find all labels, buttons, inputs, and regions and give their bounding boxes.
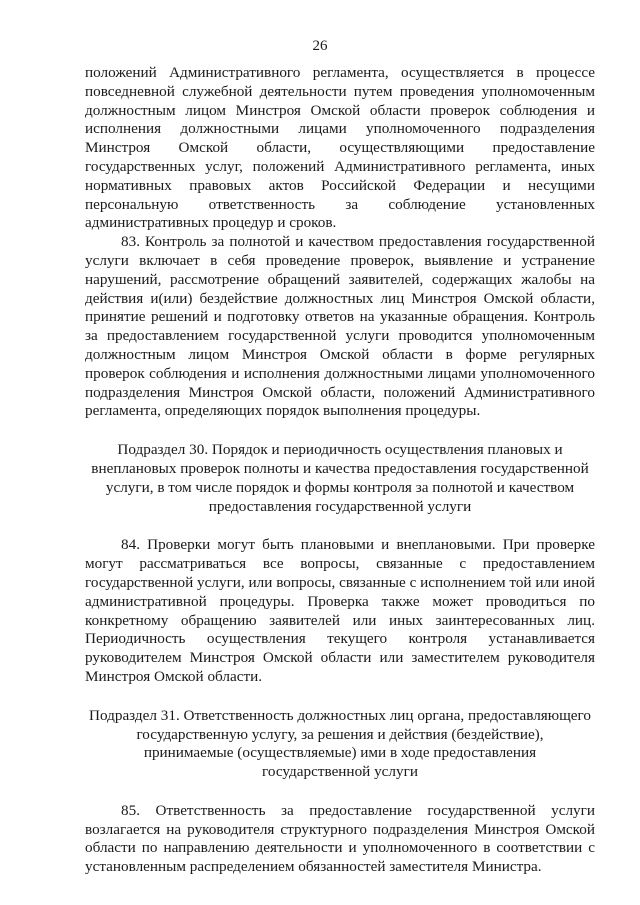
heading-subsection-30: [85, 441, 595, 516]
document-body: [85, 64, 595, 877]
paragraph-84: 84. Проверки могут быть плановыми и внеплановыми. При проверке могут рассматриваться все вопросы, связанные с предоставлением государственной услуги, или вопросы, связанные с исполнением той или иной административной процедуры. Проверка также может проводиться по конкретному обращению заявителей или иных заинтересованных лиц. Периодичность осуществления текущего контроля устанавливается руководителем Минстроя Омской области или заместителем руководителя Минстроя Омской области.: [85, 536, 595, 685]
heading-line: Подраздел 30. Порядок и периодичность осуществления плановых и: [117, 441, 563, 459]
heading-line: принимаемые (осуществляемые) ими в ходе предоставления: [143, 744, 537, 762]
heading-line: услуги, в том числе порядок и формы контроля за полнотой и качеством: [105, 478, 575, 496]
heading-line: предоставления государственной услуги: [208, 497, 472, 515]
heading-subsection-31: [85, 707, 595, 782]
paragraph-82-continuation: положений Административного регламента, осуществляется в процессе повседневной служебной деятельности путем проведения уполномоченным должностным лицом Минстроя Омской области проверок соблюдения и исполнения должностными лицами уполномоченного подразделения Минстроя Омской области, осуществляющими предоставление государственных услуг, положений Административного регламента, иных нормативных правовых актов Российской Федерации и несущими персональную ответственность за соблюдение установленных административных процедур и сроков.: [85, 64, 595, 232]
heading-line: государственную услугу, за решения и действия (бездействие),: [136, 725, 544, 743]
paragraph-83: 83. Контроль за полнотой и качеством предоставления государственной услуги включает в себя проведение проверок, выявление и устранение нарушений, рассмотрение обращений заявителей, содержащих жалобы на действия и(или) бездействие должностных лиц Минстроя Омской области, принятие решений и подготовку ответов на указанные обращения. Контроль за предоставлением государственной услуги проводится уполномоченным должностным лицом Минстроя Омской области в форме регулярных проверок соблюдения и исполнения должностными лицами уполномоченного подразделения Минстроя Омской области, положений Административного регламента, определяющих порядок выполнения процедуры.: [85, 233, 595, 420]
heading-line: внеплановых проверок полноты и качества предоставления государственной: [91, 459, 589, 477]
paragraph-85: 85. Ответственность за предоставление государственной услуги возлагается на руководителя структурного подразделения Минстроя Омской области по направлению деятельности и уполномоченного в соответствии с установленным распределением обязанностей заместителя Министра.: [85, 801, 595, 876]
heading-line: Подраздел 31. Ответственность должностных лиц органа, предоставляющего: [89, 706, 591, 724]
heading-line: государственной услуги: [262, 763, 418, 781]
page-number: 26: [312, 38, 328, 54]
